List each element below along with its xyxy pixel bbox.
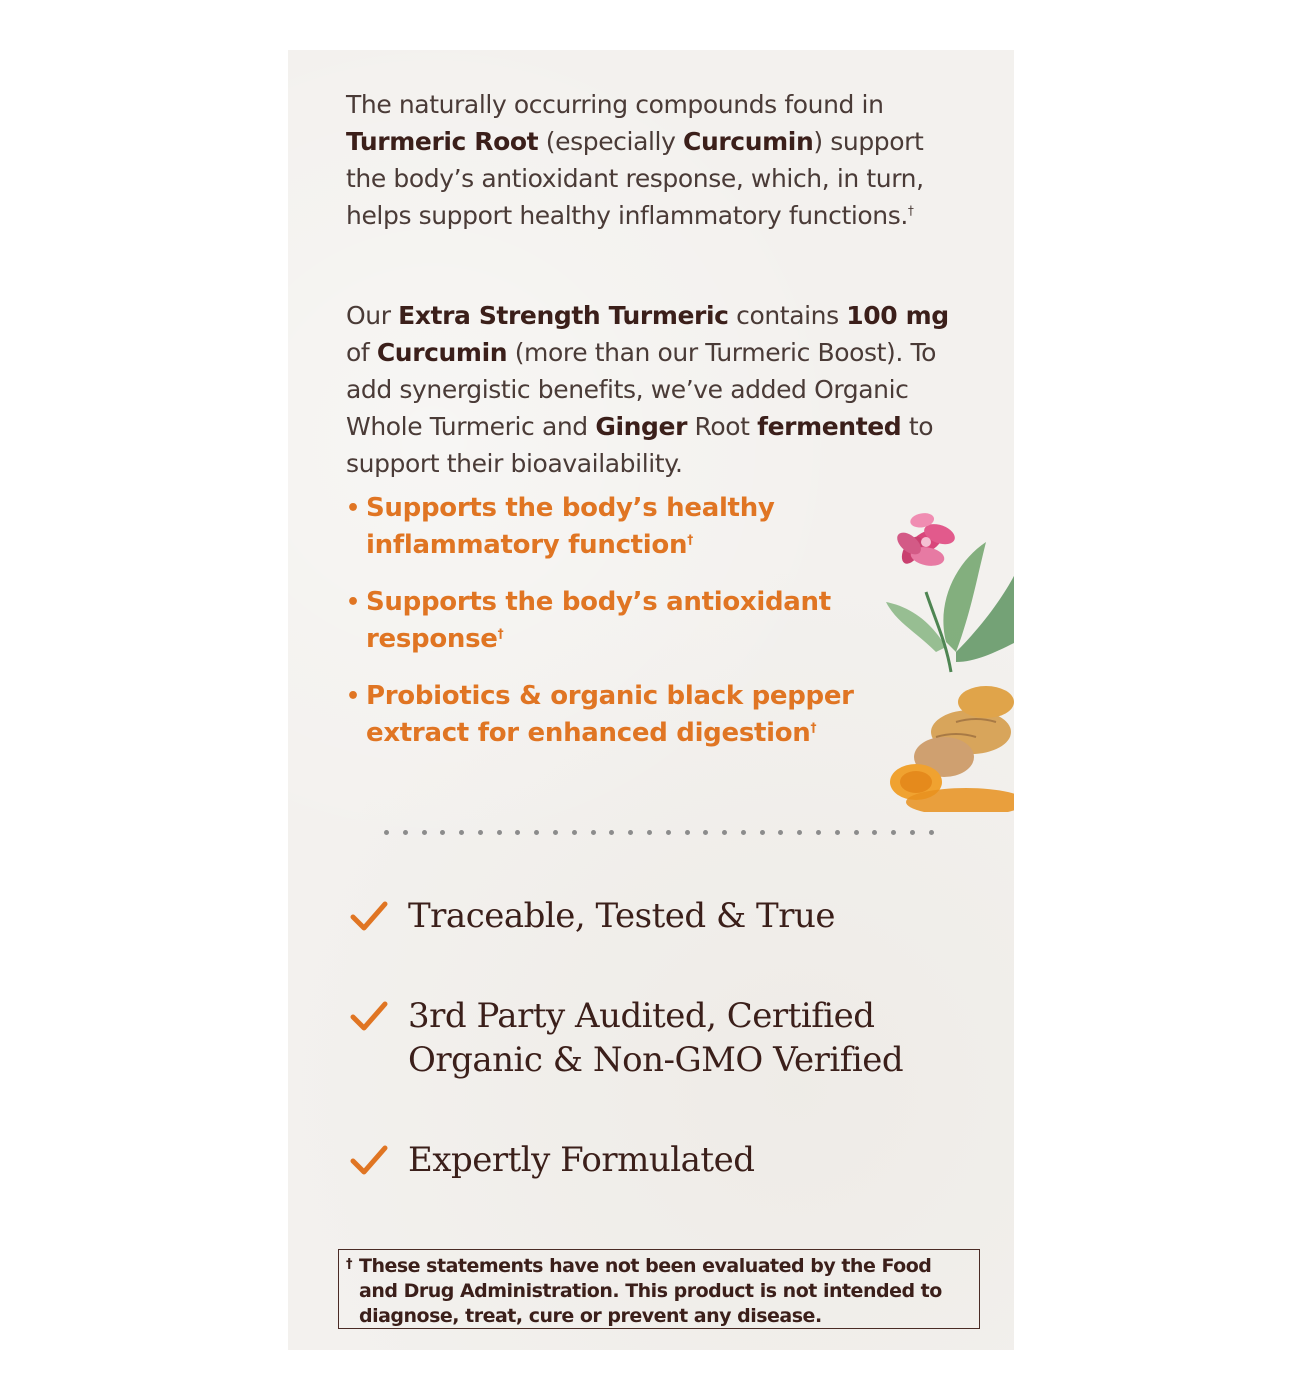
disclaimer-text: These statements have not been evaluated by the Food and Drug Administration. This product is not intended to diagnose, treat, cure or prevent any disease.: [359, 1255, 942, 1327]
turmeric-flower-illustration: [876, 502, 1014, 812]
dose-bold: 100 mg: [846, 301, 949, 330]
benefit-text: Supports the body’s healthy inflammatory function: [366, 493, 775, 560]
checkmark-icon: [350, 1144, 388, 1176]
intro-paragraph-2: [346, 297, 966, 482]
curcumin-bold: Curcumin: [683, 127, 814, 156]
product-panel: [288, 50, 1014, 1350]
fermented-bold: fermented: [757, 412, 902, 441]
intro-text: to support their bioavailability.: [346, 412, 934, 478]
check-item: [350, 894, 835, 938]
intro-text: (especially: [538, 127, 684, 156]
intro-paragraph-1: [346, 86, 966, 234]
check-text: Expertly Formulated: [408, 1140, 755, 1180]
checkmark-icon: [350, 900, 388, 932]
intro-text: ) support the body’s antioxidant response, which, in turn, helps support healthy inflammatory functions.: [346, 127, 924, 230]
dagger-mark: †: [907, 203, 914, 218]
intro-text: of: [346, 338, 377, 367]
extra-strength-bold: Extra Strength Turmeric: [398, 301, 729, 330]
dagger-mark: †: [687, 532, 693, 547]
dotted-divider: [384, 828, 934, 836]
benefit-text: Probiotics & organic black pepper extract for enhanced digestion: [366, 681, 854, 748]
ginger-bold: Ginger: [595, 412, 687, 441]
benefit-item: [346, 490, 866, 564]
bullet-dot: •: [346, 590, 360, 615]
intro-text: Root: [687, 412, 758, 441]
benefit-item: [346, 584, 866, 658]
benefit-list: [346, 490, 866, 772]
check-text: Traceable, Tested & True: [408, 896, 835, 936]
dagger-mark: †: [497, 626, 504, 641]
check-text: 3rd Party Audited, Certified Organic & Non-GMO Verified: [408, 996, 904, 1080]
checkmark-icon: [350, 1000, 388, 1032]
dagger-mark: †: [346, 1257, 352, 1272]
curcumin-bold: Curcumin: [376, 338, 508, 367]
intro-text: (more than our Turmeric Boost). To add synergistic benefits, we’ve added Organic Whole Turmeric and: [346, 338, 937, 441]
benefit-item: [346, 678, 866, 752]
check-item: [350, 994, 1008, 1082]
fda-disclaimer: [338, 1249, 980, 1329]
benefit-text: Supports the body’s antioxidant response: [366, 587, 831, 654]
bullet-dot: •: [346, 496, 360, 521]
intro-text: The naturally occurring compounds found in: [346, 90, 884, 119]
bullet-dot: •: [346, 684, 360, 709]
turmeric-root-bold: Turmeric Root: [346, 127, 539, 156]
intro-text: Our: [346, 301, 399, 330]
intro-text: contains: [728, 301, 847, 330]
dagger-mark: †: [810, 720, 817, 735]
check-item: [350, 1138, 754, 1182]
